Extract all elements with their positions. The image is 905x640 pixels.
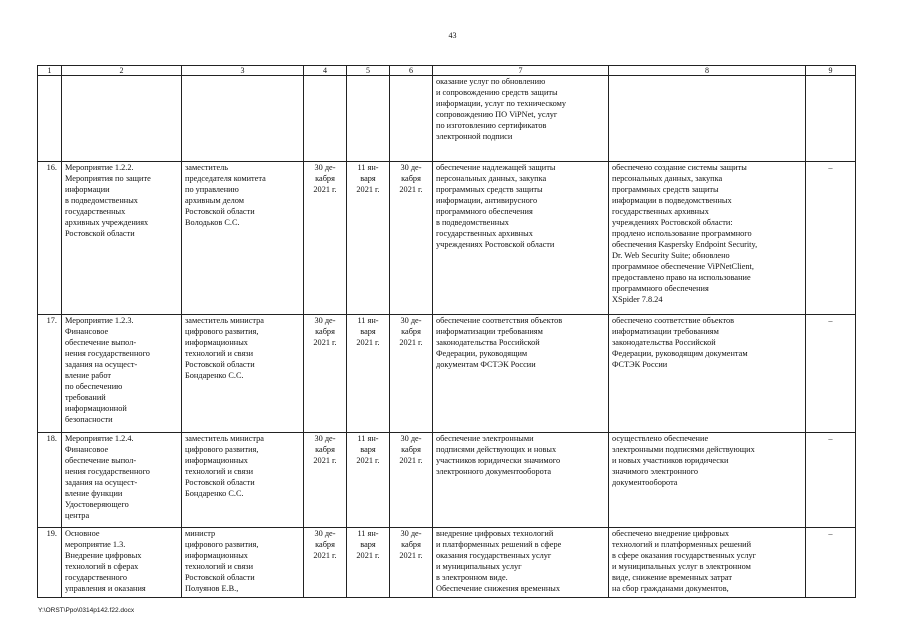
- expected-result-cell: обеспечение соответствия объектов информатизации требованиям законодательства Российской Федерации, руководящим документам ФСТЭК России: [433, 315, 609, 433]
- table-row: [38, 315, 856, 433]
- column-number: 3: [182, 66, 304, 76]
- note-cell: –: [806, 433, 856, 528]
- event-cell: Мероприятие 1.2.4. Финансовое обеспечение выпол- нения государственного задания на осущест- вление функции Удостоверяющего центра: [62, 433, 182, 528]
- actual-start-cell: [347, 76, 390, 162]
- actual-start-cell: 11 ян- варя 2021 г.: [347, 162, 390, 315]
- start-date-cell: 30 де- кабря 2021 г.: [304, 162, 347, 315]
- event-cell: Мероприятие 1.2.3. Финансовое обеспечение выпол- нения государственного задания на осущест- вление работ по обеспечению требований информационной безопасности: [62, 315, 182, 433]
- row-number: 17.: [38, 315, 62, 433]
- row-number: 18.: [38, 433, 62, 528]
- row-number: 19.: [38, 528, 62, 598]
- actual-result-cell: осуществлено обеспечение электронными подписями действующих и новых участников юридически значимого электронного документооборота: [609, 433, 806, 528]
- start-date-cell: [304, 76, 347, 162]
- actual-result-cell: обеспечено соответствие объектов информатизации требованиям законодательства Российской Федерации, руководящим документам ФСТЭК России: [609, 315, 806, 433]
- responsible-cell: заместитель министра цифрового развития, информационных технологий и связи Ростовской области Бондаренко С.С.: [182, 433, 304, 528]
- column-number: 5: [347, 66, 390, 76]
- column-number: 1: [38, 66, 62, 76]
- note-cell: –: [806, 162, 856, 315]
- row-number: 16.: [38, 162, 62, 315]
- row-number: [38, 76, 62, 162]
- expected-result-cell: обеспечение электронными подписями действующих и новых участников юридически значимого электронного документооборота: [433, 433, 609, 528]
- end-date-cell: 30 де- кабря 2021 г.: [390, 162, 433, 315]
- end-date-cell: 30 де- кабря 2021 г.: [390, 433, 433, 528]
- start-date-cell: 30 де- кабря 2021 г.: [304, 315, 347, 433]
- start-date-cell: 30 де- кабря 2021 г.: [304, 433, 347, 528]
- note-cell: [806, 76, 856, 162]
- column-number: 9: [806, 66, 856, 76]
- table-row: [38, 433, 856, 528]
- expected-result-cell: обеспечение надлежащей защиты персональных данных, закупка программных средств защиты информации, антивирусного программного обеспечения в подведомственных государственных архивных учреждениях Ростовской области: [433, 162, 609, 315]
- table-row: [38, 76, 856, 162]
- responsible-cell: [182, 76, 304, 162]
- expected-result-cell: внедрение цифровых технологий и платформенных решений в сфере оказания государственных услуг и муниципальных услуг в электронном виде. Обеспечение снижения временных: [433, 528, 609, 598]
- end-date-cell: [390, 76, 433, 162]
- file-path-footer: Y:\ORST\Ppo\0314p142.f22.docx: [38, 607, 135, 614]
- start-date-cell: 30 де- кабря 2021 г.: [304, 528, 347, 598]
- event-cell: Основное мероприятие 1.3. Внедрение цифровых технологий в сферах государственного управления и оказания: [62, 528, 182, 598]
- column-number: 2: [62, 66, 182, 76]
- column-number: 6: [390, 66, 433, 76]
- column-number: 4: [304, 66, 347, 76]
- table-row: [38, 528, 856, 598]
- responsible-cell: министр цифрового развития, информационных технологий и связи Ростовской области Полуянов Е.В.,: [182, 528, 304, 598]
- actual-result-cell: обеспечено создание системы защиты персональных данных, закупка программных средств защиты информации в подведомственных государственных архивных учреждениях Ростовской области: продлено использование программного обеспечения Kaspersky Endpoint Security, Dr. Web Security Suite; обновлено программное обеспечение ViPNetClient, предоставлено право на использование программного обеспечения XSpider 7.8.24: [609, 162, 806, 315]
- actual-start-cell: 11 ян- варя 2021 г.: [347, 528, 390, 598]
- event-cell: [62, 76, 182, 162]
- end-date-cell: 30 де- кабря 2021 г.: [390, 528, 433, 598]
- column-number: 8: [609, 66, 806, 76]
- actual-start-cell: 11 ян- варя 2021 г.: [347, 315, 390, 433]
- report-table: [37, 65, 856, 598]
- table-row: [38, 162, 856, 315]
- column-number: 7: [433, 66, 609, 76]
- actual-result-cell: [609, 76, 806, 162]
- expected-result-cell: оказание услуг по обновлению и сопровождению средств защиты информации, услуг по техническому сопровождению ПО ViPNet, услуг по изготовлению сертификатов электронной подписи: [433, 76, 609, 162]
- responsible-cell: заместитель председателя комитета по управлению архивным делом Ростовской области Володьков С.С.: [182, 162, 304, 315]
- note-cell: –: [806, 315, 856, 433]
- actual-result-cell: обеспечено внедрение цифровых технологий и платформенных решений в сфере оказания государственных услуг и муниципальных услуг в электронном виде, снижение временных затрат на сбор гражданами документов,: [609, 528, 806, 598]
- column-number-row: [38, 66, 856, 76]
- actual-start-cell: 11 ян- варя 2021 г.: [347, 433, 390, 528]
- event-cell: Мероприятие 1.2.2. Мероприятия по защите информации в подведомственных государственных архивных учреждениях Ростовской области: [62, 162, 182, 315]
- page-number: 43: [448, 31, 457, 40]
- end-date-cell: 30 де- кабря 2021 г.: [390, 315, 433, 433]
- responsible-cell: заместитель министра цифрового развития, информационных технологий и связи Ростовской области Бондаренко С.С.: [182, 315, 304, 433]
- note-cell: –: [806, 528, 856, 598]
